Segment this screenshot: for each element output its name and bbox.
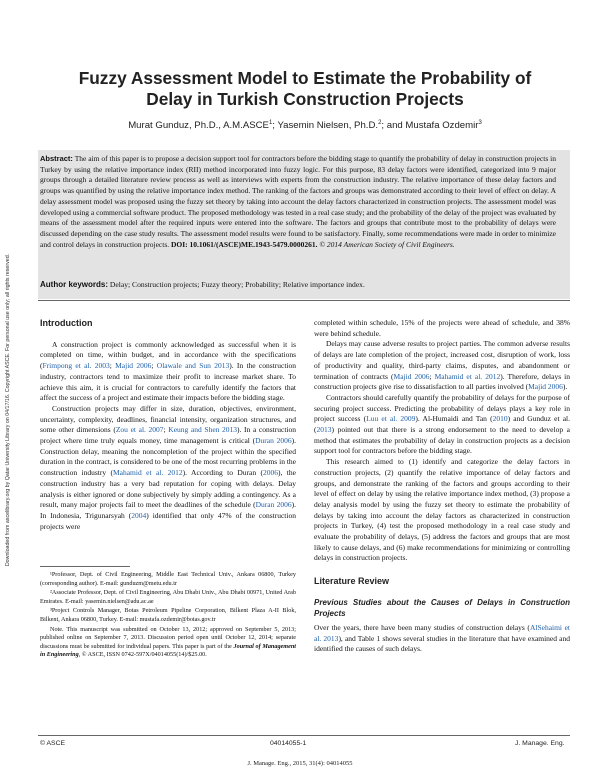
top-column-rule [38, 300, 570, 301]
subsection-heading: Previous Studies about the Causes of Delays in Construction Projects [314, 597, 570, 618]
citation-link[interactable]: Olawale and Sun 2013 [156, 361, 230, 371]
footnote-rule [40, 566, 130, 567]
footer-rule [38, 735, 570, 736]
footer-left: © ASCE [40, 740, 66, 747]
keywords-label: Author keywords: [40, 280, 109, 289]
doi-link[interactable]: DOI: 10.1061/(ASCE)ME.1943-5479.0000261. [171, 239, 318, 249]
citation-link[interactable]: Zou et al. 2007 [115, 425, 164, 435]
author-list [40, 120, 570, 131]
citation-link[interactable]: Majid 2006 [393, 371, 430, 381]
author-1-mark: 1 [268, 120, 273, 126]
citation-link[interactable]: Mahamid et al. 2012 [434, 371, 501, 381]
footnote-3: ³Project Controls Manager, Botas Petroleum Pipeline Corporation, Bilkent Plaza A-II Blok, Bilkent, Ankara 06800, Turkey. E-mail: mustafa.ozdemir@botas.gov.tr [40, 607, 296, 623]
author-1: Murat Gunduz, Ph.D., A.M.ASCE [128, 120, 269, 132]
download-notice: Downloaded from ascelibrary.org by Qatar University Library on 04/17/16. Copyright ASCE. For personal use only; all rights reserved. [4, 253, 11, 567]
citation-link[interactable]: Majid 2006 [528, 382, 563, 392]
title-line-2: Delay in Turkish Construction Projects [146, 89, 464, 109]
citation-link[interactable]: 2013 [316, 425, 332, 435]
citation-link[interactable]: Frimpong et al. 2003 [42, 361, 110, 371]
author-2-mark: 2 [378, 120, 382, 126]
footer-page-id: 04014055-1 [270, 740, 307, 747]
abstract-text: The aim of this paper is to propose a decision support tool for contractors before the bidding stage to quantify the probability of delay in construction projects in Turkey by using the relative importance index (RII) method incorporated into fuzzy logic. For this purpose, 83 delay factors were identified, categorized into 9 major groups through a detailed literature review process as well as interviews with experts from the construction industry. The relative importance of these delay factors and groups was quantified by using the relative importance index method. The ranking of the factors and groups was demonstrated according to their level of effect on delay. A delay assessment model was proposed using the fuzzy set theory by taking into account the delay factors characterized in construction projects. The assessment model was developed using a commercial software product. The proposed methodology was tested in a real case study; and the probability of the delay of the project was evaluated by means of the assessment model after the required inputs were entered into the software. The factors and groups that contribute most to the probability of delays were discussed depending on the case study results. The assessment model results were found to be satisfactory. Finally, some recommendations were made in order to minimize and control delays in construction projects. [40, 154, 556, 249]
citation-link[interactable]: Luu et al. 2009 [366, 414, 416, 424]
citation-link[interactable]: Duran 2006 [255, 500, 292, 510]
section-heading-literature-review: Literature Review [314, 576, 390, 587]
right-paragraph-0: completed within schedule, 15% of the projects were ahead of schedule, and 38% were behind schedule. [314, 318, 570, 338]
author-3-mark: 3 [478, 120, 482, 126]
author-2: ; Yasemin Nielsen, Ph.D. [272, 120, 379, 132]
citation-link[interactable]: AlSehaimi et al. 2013 [314, 622, 571, 643]
journal-name: Journal of Management in Engineering [40, 642, 297, 659]
footer-journal: J. Manage. Eng. [515, 740, 565, 747]
copyright-line: © 2014 American Society of Civil Engineers. [317, 239, 455, 249]
right-paragraph-2: Contractors should carefully quantify the probability of delays for the purpose of securing project success. Predicting the probability of delays plays a key role in project success (Luu et al. 2009). Al-Humaidi and Tan (2010) and Gunduz et al. (2013) pointed out that there is a strong endorsement to the need to develop a method that estimates the probability of delay in construction projects as a decision support tool for contractors before the bidding stage. [314, 392, 570, 456]
left-column [40, 318, 296, 532]
right-paragraph-4: Over the years, there have been many studies of construction delays (AlSehaimi et al. 2013), and Table 1 shows several studies in the literature that have examined and identified the causes of such delays. [314, 622, 571, 654]
footnote-2: ²Associate Professor, Dept. of Civil Engineering, Abu Dhabi Univ., Abu Dhabi 00971, United Arab Emirates. E-mail: yasemin.nielsen@adu.ac.ae [40, 589, 296, 605]
journal-citation-line: J. Manage. Eng., 2015, 31(4): 04014055 [247, 760, 353, 767]
intro-paragraph-1: A construction project is commonly acknowledged as successful when it is completed on time, within budget, and in accordance with the specifications (Frimpong et al. 2003; Majid 2006; Olawale and Sun 2013). In the construction industry, contractors tend to maximize their profit to increase market share. To achieve this aim, it is crucial for contractors to carefully identify the factors that affect the success of a project and estimate their impacts before the bidding stage. [40, 339, 296, 403]
section-heading-introduction: Introduction [40, 318, 93, 328]
title-line-1: Fuzzy Assessment Model to Estimate the Probability of [78, 68, 532, 88]
intro-paragraph-2: Construction projects may differ in size, duration, objectives, environment, uncertainty, complexity, deadlines, financial intensity, organization structures, and some other dimensions (Zou et al. 2007; Keung and Shen 2013). In a construction project where time truly equals money, time management is critical (Duran 2006). Construction delay, meaning the noncompletion of the project within the specified duration in the contract, is considered to be one of the most recurring problems in the construction industry (Mahamid et al. 2012). According to Duran (2006), the construction industry has a very bad reputation for coping with delays. Delay analysis is either ignored or done subjectively by simply adding a contingency. As a result, many major projects fail to meet the deadlines of the schedule (Duran 2006). In Indonesia, Trigunarsyah (2004) identified that only 47% of the construction projects were [40, 403, 296, 531]
citation-link[interactable]: Duran 2006 [255, 436, 292, 446]
keywords-text: Delay; Construction projects; Fuzzy theory; Probability; Relative importance index. [108, 280, 365, 289]
author-3: ; and Mustafa Ozdemir [381, 120, 479, 132]
footnote-1: ¹Professor, Dept. of Civil Engineering, Middle East Technical Univ., Ankara 06800, Turkey (corresponding author). E-mail: gunduzm@metu.edu.tr [40, 571, 296, 587]
paper-title [40, 68, 570, 110]
manuscript-note: Note. This manuscript was submitted on October 13, 2012; approved on September 5, 2013; published online on September 7, 2013. Discussion period open until October 12, 2014; separate discussions must be submitted for individual papers. This paper is part of the Journal of Management in Engineering, © ASCE, ISSN 0742-597X/04014055(14)/$25.00. [40, 625, 297, 659]
footnotes [40, 571, 296, 661]
right-paragraph-3: This research aimed to (1) identify and categorize the delay factors in construction projects, (2) quantify the relative importance of delay factors and groups, and demonstrate the ranking of the factors and groups according to their level of effect on delay by using the relative importance index method, (3) propose a delay analysis model by using the fuzzy set theory to estimate the probability of delays by taking into account the delay factors as characterized in construction projects in Turkey, (4) test the proposed methodology in a real case study and evaluate the probability of delays, (5) address the factors and groups that are most likely to cause delays, and (6) make recommendations for minimizing or controlling delays in construction projects. [314, 457, 570, 563]
citation-link[interactable]: Keung and Shen 2013 [168, 425, 238, 435]
download-watermark [3, 150, 12, 670]
right-paragraph-1: Delays may cause adverse results to project parties. The common adverse results of delays are late completion of the project, increased cost, disruption of work, loss of productivity and quality, third-party claims, disputes, and abandonment or termination of contracts (Majid 2006; Mahamid et al. 2012). Therefore, delays in construction projects give rise to dissatisfaction to all parties involved (Majid 2006). [314, 339, 571, 392]
abstract-label: Abstract: [40, 154, 73, 163]
citation-link[interactable]: Mahamid et al. 2012 [112, 468, 183, 478]
citation-link[interactable]: 2006 [263, 468, 279, 478]
abstract [40, 154, 556, 250]
keywords [40, 280, 556, 289]
right-column [314, 318, 570, 655]
citation-link[interactable]: Majid 2006 [115, 361, 152, 371]
citation-link[interactable]: 2004 [131, 510, 147, 520]
citation-link[interactable]: 2010 [492, 414, 508, 424]
